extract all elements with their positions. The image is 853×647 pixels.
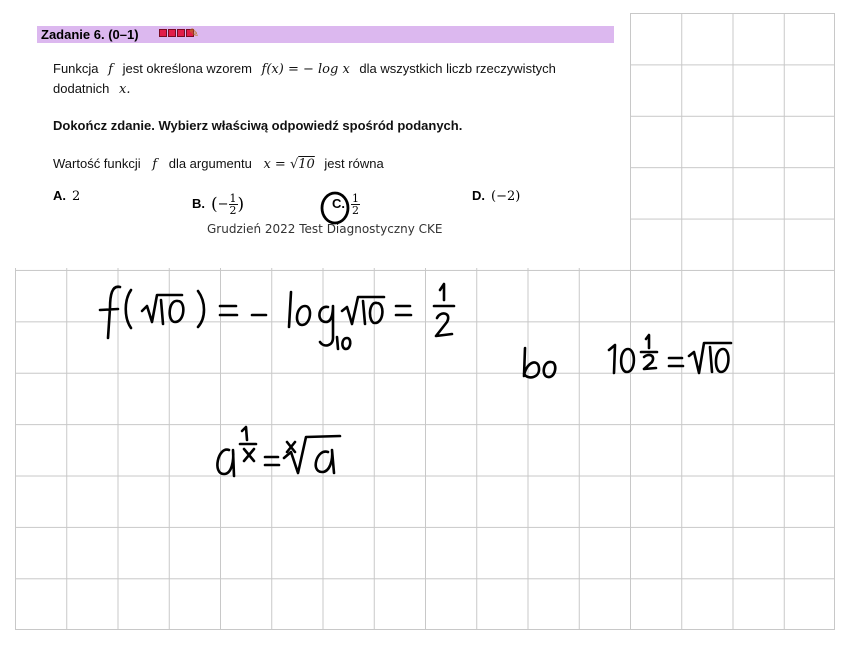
answer-value: (−2)	[491, 189, 521, 204]
ink-a	[217, 450, 234, 476]
minus-sign: −	[217, 196, 229, 212]
ink-zero-2	[370, 303, 382, 323]
instruction: Dokończ zdanie. Wybierz właściwą odpowiedź spośród podanych.	[53, 118, 463, 133]
statement-text: Funkcja	[53, 61, 99, 76]
ink-equals	[669, 358, 683, 366]
answer-label: C.	[332, 195, 345, 211]
question-text: jest równa	[324, 156, 384, 171]
ink-equals	[220, 306, 237, 315]
handwriting-line-2	[524, 335, 731, 377]
ink-one	[161, 300, 163, 324]
handwriting-line-3	[217, 427, 340, 476]
answer-label: D.	[472, 188, 485, 203]
ink-zero	[170, 301, 184, 322]
paren-close: )	[237, 194, 245, 215]
ink-index-x	[287, 442, 295, 452]
denominator: 2	[229, 204, 237, 217]
selected-answer-circle	[322, 193, 348, 223]
ink-one	[609, 345, 615, 373]
ink-paren-close	[198, 291, 204, 327]
answer-label: A.	[53, 188, 66, 203]
function-symbol: f	[152, 157, 158, 172]
ink-equals-2	[396, 306, 411, 315]
ink-a-2	[316, 450, 334, 473]
question-text: dla argumentu	[168, 156, 252, 171]
ink-exp-num	[242, 427, 247, 440]
ink-paren-open	[126, 290, 131, 328]
pencil-icon: ✎	[189, 26, 200, 40]
ink-b	[524, 348, 539, 377]
ink-sub-1	[337, 337, 338, 349]
argument-prefix: x = √	[263, 157, 299, 172]
statement-text: jest określona wzorem	[122, 61, 252, 76]
answer-value: 2	[72, 189, 81, 204]
ink-g	[319, 306, 333, 345]
ink-sub-0	[342, 338, 350, 349]
ink-o	[297, 306, 310, 325]
ink-zero-3	[716, 349, 728, 372]
task-title: Zadanie 6. (0–1)	[41, 27, 139, 42]
statement-text: dla wszystkich liczb rzeczywistych	[359, 61, 556, 76]
handwriting-line-1	[100, 284, 454, 349]
question-text: Wartość funkcji	[53, 156, 141, 171]
statement-text: dodatnich	[53, 81, 110, 96]
ink-exp-num	[646, 335, 649, 348]
ink-equals	[265, 457, 279, 465]
ink-o	[544, 362, 556, 377]
paren-open: (	[211, 194, 218, 215]
ink-f	[100, 287, 120, 338]
ink-half-den	[436, 313, 452, 336]
function-symbol: f	[108, 62, 113, 77]
denominator: 2	[352, 204, 359, 217]
ink-zero	[621, 349, 634, 372]
variable-x: x.	[119, 82, 131, 97]
function-formula: f(x) = − log x	[261, 62, 350, 77]
ink-l	[289, 292, 291, 327]
source-caption: Grudzień 2022 Test Diagnostyczny CKE	[207, 222, 443, 236]
ink-one-3	[710, 347, 712, 372]
answer-label: B.	[192, 195, 205, 211]
numerator: 1	[352, 192, 359, 205]
ink-one-2	[363, 301, 365, 324]
ink-exp-den	[644, 355, 656, 369]
argument-radicand: 10	[298, 157, 315, 172]
numerator: 1	[229, 192, 237, 205]
ink-half-num	[440, 284, 444, 300]
ink-exp-x	[244, 449, 254, 461]
